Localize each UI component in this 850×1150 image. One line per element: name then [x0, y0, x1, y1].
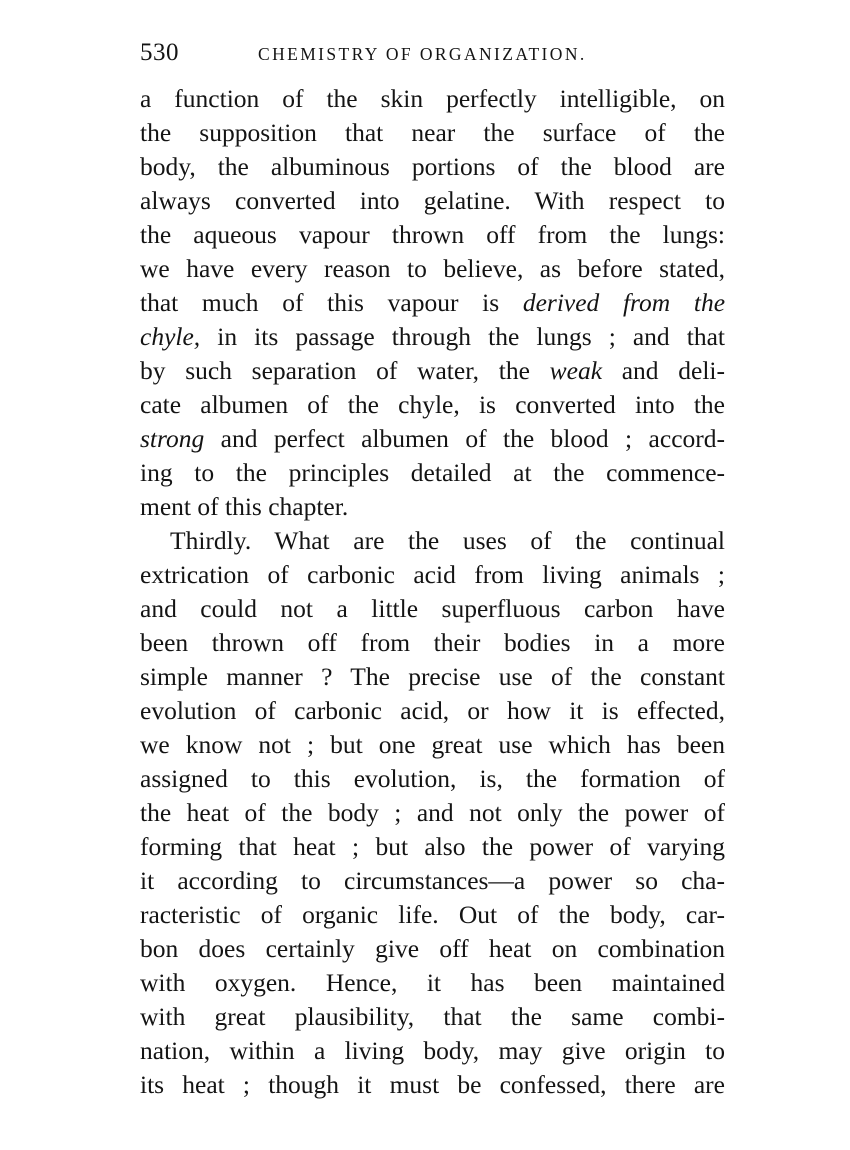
text-line: always converted into gelatine. With respect to — [140, 186, 725, 215]
page-number: 530 — [140, 39, 179, 66]
text-line: we have every reason to believe, as before stated, — [140, 254, 725, 283]
text-line: Thirdly. What are the uses of the continual — [170, 526, 725, 555]
text-line: ing to the principles detailed at the commence- — [140, 458, 725, 487]
text-line: strong and perfect albumen of the blood ; accord- — [140, 424, 725, 453]
text-line: its heat ; though it must be confessed, there are — [140, 1070, 725, 1099]
text-line: assigned to this evolution, is, the formation of — [140, 764, 725, 793]
text-line: chyle, in its passage through the lungs ; and that — [140, 322, 725, 351]
italic-text: strong — [140, 424, 205, 453]
text-line: and could not a little superfluous carbon have — [140, 594, 725, 623]
italic-text: chyle, — [140, 322, 201, 351]
text-line: been thrown off from their bodies in a more — [140, 628, 725, 657]
text-line: forming that heat ; but also the power of varying — [140, 832, 725, 861]
page-header — [140, 38, 725, 68]
text-line: we know not ; but one great use which has been — [140, 730, 725, 759]
text-line: simple manner ? The precise use of the constant — [140, 662, 725, 691]
text-line: bon does certainly give off heat on combination — [140, 934, 725, 963]
text-line: body, the albuminous portions of the blood are — [140, 152, 725, 181]
text-line: nation, within a living body, may give origin to — [140, 1036, 725, 1065]
text-line: the supposition that near the surface of the — [140, 118, 725, 147]
running-title: CHEMISTRY OF ORGANIZATION. — [258, 44, 587, 64]
text-line: with oxygen. Hence, it has been maintained — [140, 968, 725, 997]
text-line: ment of this chapter. — [140, 492, 349, 521]
body-text — [140, 82, 725, 1102]
italic-text: weak — [549, 356, 603, 385]
text-line: a function of the skin perfectly intelligible, on — [140, 84, 725, 113]
text-line: the aqueous vapour thrown off from the lungs: — [140, 220, 725, 249]
text-line: it according to circumstances—a power so cha- — [140, 866, 725, 895]
text-line: cate albumen of the chyle, is converted into the — [140, 390, 725, 419]
text-line: evolution of carbonic acid, or how it is effected, — [140, 696, 725, 725]
italic-text: derived from the — [522, 288, 726, 317]
text-line: extrication of carbonic acid from living animals ; — [140, 560, 725, 589]
text-line: the heat of the body ; and not only the power of — [140, 798, 725, 827]
text-line: that much of this vapour is derived from the — [140, 288, 726, 317]
text-line: with great plausibility, that the same combi- — [140, 1002, 725, 1031]
text-line: racteristic of organic life. Out of the body, car- — [140, 900, 725, 929]
text-line: by such separation of water, the weak and deli- — [140, 356, 725, 385]
